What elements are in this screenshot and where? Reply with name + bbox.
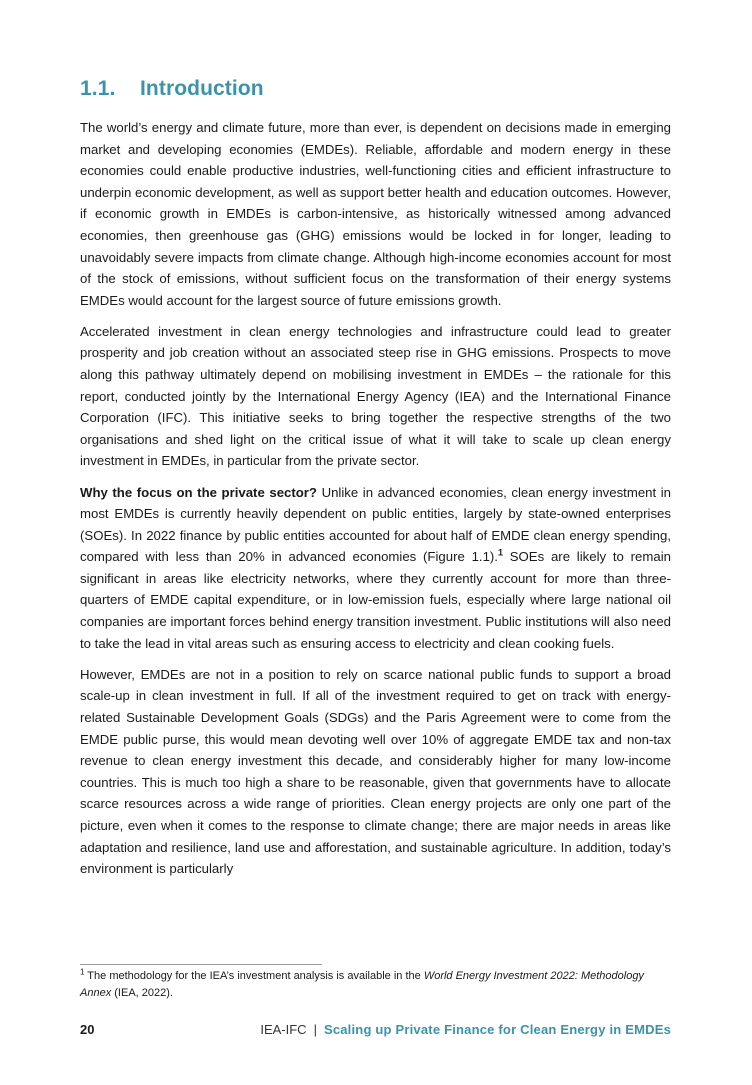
page-footer [80,1022,671,1042]
paragraph-2: Accelerated investment in clean energy technologies and infrastructure could lead to greater prosperity and job creation without an associated steep rise in GHG emissions. Prospects to move along this pathway ultimately depend on mobilising investment in EMDEs – the rationale for this report, conducted jointly by the International Energy Agency (IEA) and the International Finance Corporation (IFC). This initiative seeks to bring together the respective strengths of the two organisations and shed light on the critical issue of what it will take to scale up clean energy investment in EMDEs, in particular from the private sector. [80,323,671,469]
section-number: 1.1. [80,77,116,100]
paragraph-3 [80,482,671,655]
paragraph-1: The world’s energy and climate future, more than ever, is dependent on decisions made in emerging market and developing economies (EMDEs). Reliable, affordable and modern energy in these economies could enable productive industries, well-functioning cities and efficient infrastructure to underpin economic development, as well as support better health and education outcomes. However, if economic growth in EMDEs is carbon-intensive, as historically witnessed among advanced economies, then greenhouse gas (GHG) emissions would be locked in for longer, leading to unavoidably severe impacts from climate change. Although high-income economies account for most of the stock of emissions, without sufficient focus on the transformation of their energy systems EMDEs would account for the largest source of future emissions growth. [80,120,671,308]
section-heading [80,77,264,101]
document-page [80,0,671,1085]
footnote-mark: 1 [80,967,85,977]
footer-running-title [260,1022,671,1037]
footnote-text-before: The methodology for the IEA’s investment analysis is available in the [84,970,424,982]
paragraph-4: However, EMDEs are not in a position to rely on scarce national public funds to support a broad scale-up in clean investment in full. If all of the investment required to get on track with energy-related Sustainable Development Goals (SDGs) and the Paris Agreement were to come from the EMDE public purse, this would mean devoting well over 10% of aggregate EMDE tax and non-tax revenue to clean energy investment this decade, and considerably higher for many low-income countries. This is much too high a share to be reasonable, given that governments have to allocate scarce resources across a wide range of priorities. Clean energy projects are only one part of the picture, even when it comes to the response to climate change; there are major needs in areas like adaptation and resilience, land use and afforestation, and sustainable agriculture. In addition, today’s environment is particularly [80,666,671,877]
section-title: Introduction [140,77,264,100]
footnote-reference[interactable]: 1 [497,547,503,558]
paragraph-3-text-a: Unlike in advanced economies, clean energy investment in most EMDEs is currently heavily dependent on public entities, largely by state-owned enterprises (SOEs). In 2022 finance by public entities accounted for about half of EMDE clean energy spending, compared with less than 20% in advanced economies (Figure 1.1). [80,484,671,565]
footer-separator: | [313,1022,317,1037]
paragraph-3-lead: Why the focus on the private sector? [80,484,317,500]
page-number: 20 [80,1022,95,1037]
footer-org: IEA-IFC [260,1022,307,1037]
footnote-title: World Energy Investment 2022: Methodology Annex [80,970,644,999]
body-text [80,117,671,889]
paragraph-3-text-b: SOEs are likely to remain significant in areas like electricity networks, where they currently account for more than three-quarters of EMDE capital expenditure, or in low-emission fuels, especially where large national oil companies are important forces behind energy transition investment. Public institutions will also need to take the lead in vital areas such as ensuring access to electricity and clean cooking fuels. [80,549,671,651]
footnote-text-after: (IEA, 2022). [111,987,173,999]
footnote [80,968,671,1002]
footer-report-title: Scaling up Private Finance for Clean Energy in EMDEs [323,1022,671,1037]
footnote-divider [80,964,322,965]
